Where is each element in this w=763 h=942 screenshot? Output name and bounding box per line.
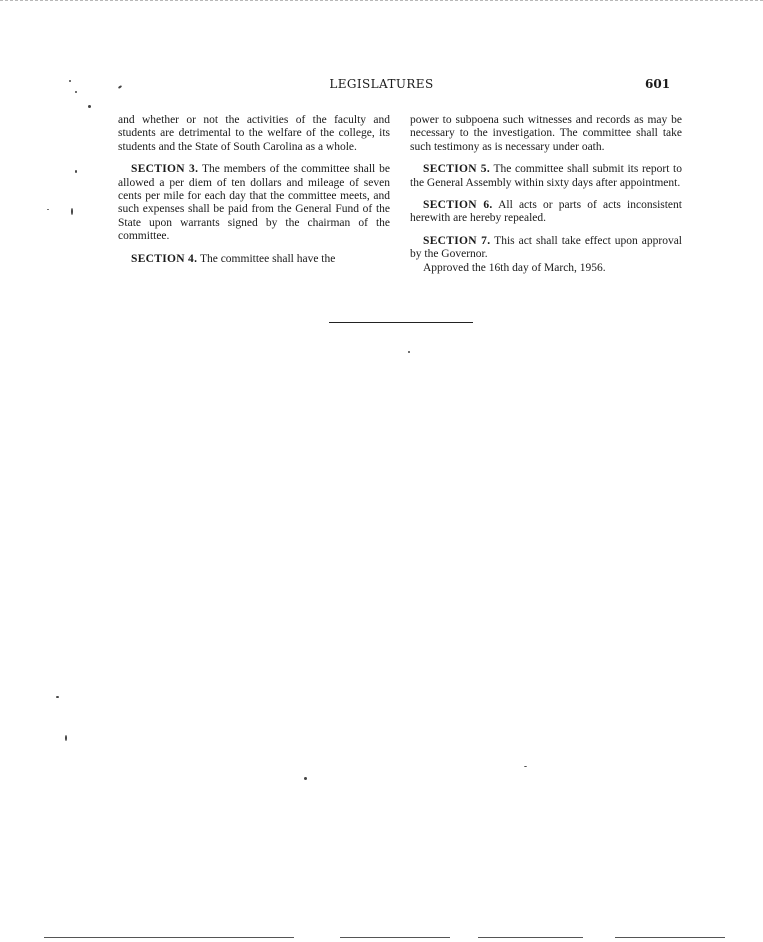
scan-speck bbox=[88, 105, 91, 108]
scan-speck bbox=[47, 209, 49, 210]
scan-bottom-edge bbox=[44, 937, 294, 938]
section-heading: SECTION 7. bbox=[423, 234, 491, 247]
scan-speck bbox=[65, 735, 67, 741]
paragraph-text: and whether or not the activities of the faculty and students are detrimental to the welfare of the college, its students and the State of South Carolina as a whole. bbox=[118, 114, 390, 153]
paragraph-text: Approved the 16th day of March, 1956. bbox=[423, 261, 606, 274]
paragraph-text: This act shall take effect upon approval by the Governor. bbox=[410, 234, 682, 261]
scan-bottom-edge bbox=[340, 937, 450, 938]
scan-bottom-edge bbox=[478, 937, 583, 938]
scan-speck bbox=[75, 170, 77, 173]
page-number: 601 bbox=[645, 77, 671, 91]
scan-top-edge bbox=[0, 0, 763, 3]
right-column bbox=[410, 114, 682, 275]
scan-speck bbox=[75, 91, 77, 93]
running-head bbox=[0, 77, 763, 93]
section-heading: SECTION 6. bbox=[423, 199, 493, 212]
scan-speck bbox=[408, 351, 410, 353]
section-heading: SECTION 3. bbox=[131, 163, 199, 176]
paragraph-text: The committee shall have the bbox=[199, 252, 336, 265]
scan-bottom-edge bbox=[615, 937, 725, 938]
paragraph-continued bbox=[118, 114, 390, 154]
paragraph-section-6 bbox=[410, 199, 682, 226]
paragraph-text: The members of the committee shall be allowed a per diem of ten dollars and mileage of seven cents per mile for each day that the committee meets, and such expenses shall be paid from the General Fund of the State upon warrants signed by the chairman of the committee. bbox=[118, 163, 390, 243]
paragraph-section-7 bbox=[410, 235, 682, 262]
scan-speck bbox=[304, 777, 307, 780]
scan-speck bbox=[56, 696, 59, 698]
paragraph-text: The committee shall submit its report to the General Assembly within sixty days after appointment. bbox=[410, 163, 682, 189]
scan-speck bbox=[69, 80, 71, 82]
paragraph-section-5 bbox=[410, 163, 682, 190]
paragraph-section-3 bbox=[118, 163, 390, 243]
section-heading: SECTION 5. bbox=[423, 163, 491, 176]
left-column bbox=[118, 114, 390, 266]
approval-line bbox=[410, 262, 682, 275]
page-header-title: LEGISLATURES bbox=[329, 77, 434, 91]
paragraph-section-4 bbox=[118, 253, 390, 266]
paragraph-text: All acts or parts of acts inconsistent herewith are hereby repealed. bbox=[410, 199, 682, 225]
paragraph-continued bbox=[410, 114, 682, 154]
paragraph-text: power to subpoena such witnesses and records as may be necessary to the investigation. The committee shall take such testimony as is necessary under oath. bbox=[410, 114, 682, 153]
section-heading: SECTION 4. bbox=[131, 252, 198, 265]
scan-speck bbox=[71, 208, 73, 215]
end-rule bbox=[329, 322, 473, 323]
scan-speck bbox=[524, 766, 527, 767]
